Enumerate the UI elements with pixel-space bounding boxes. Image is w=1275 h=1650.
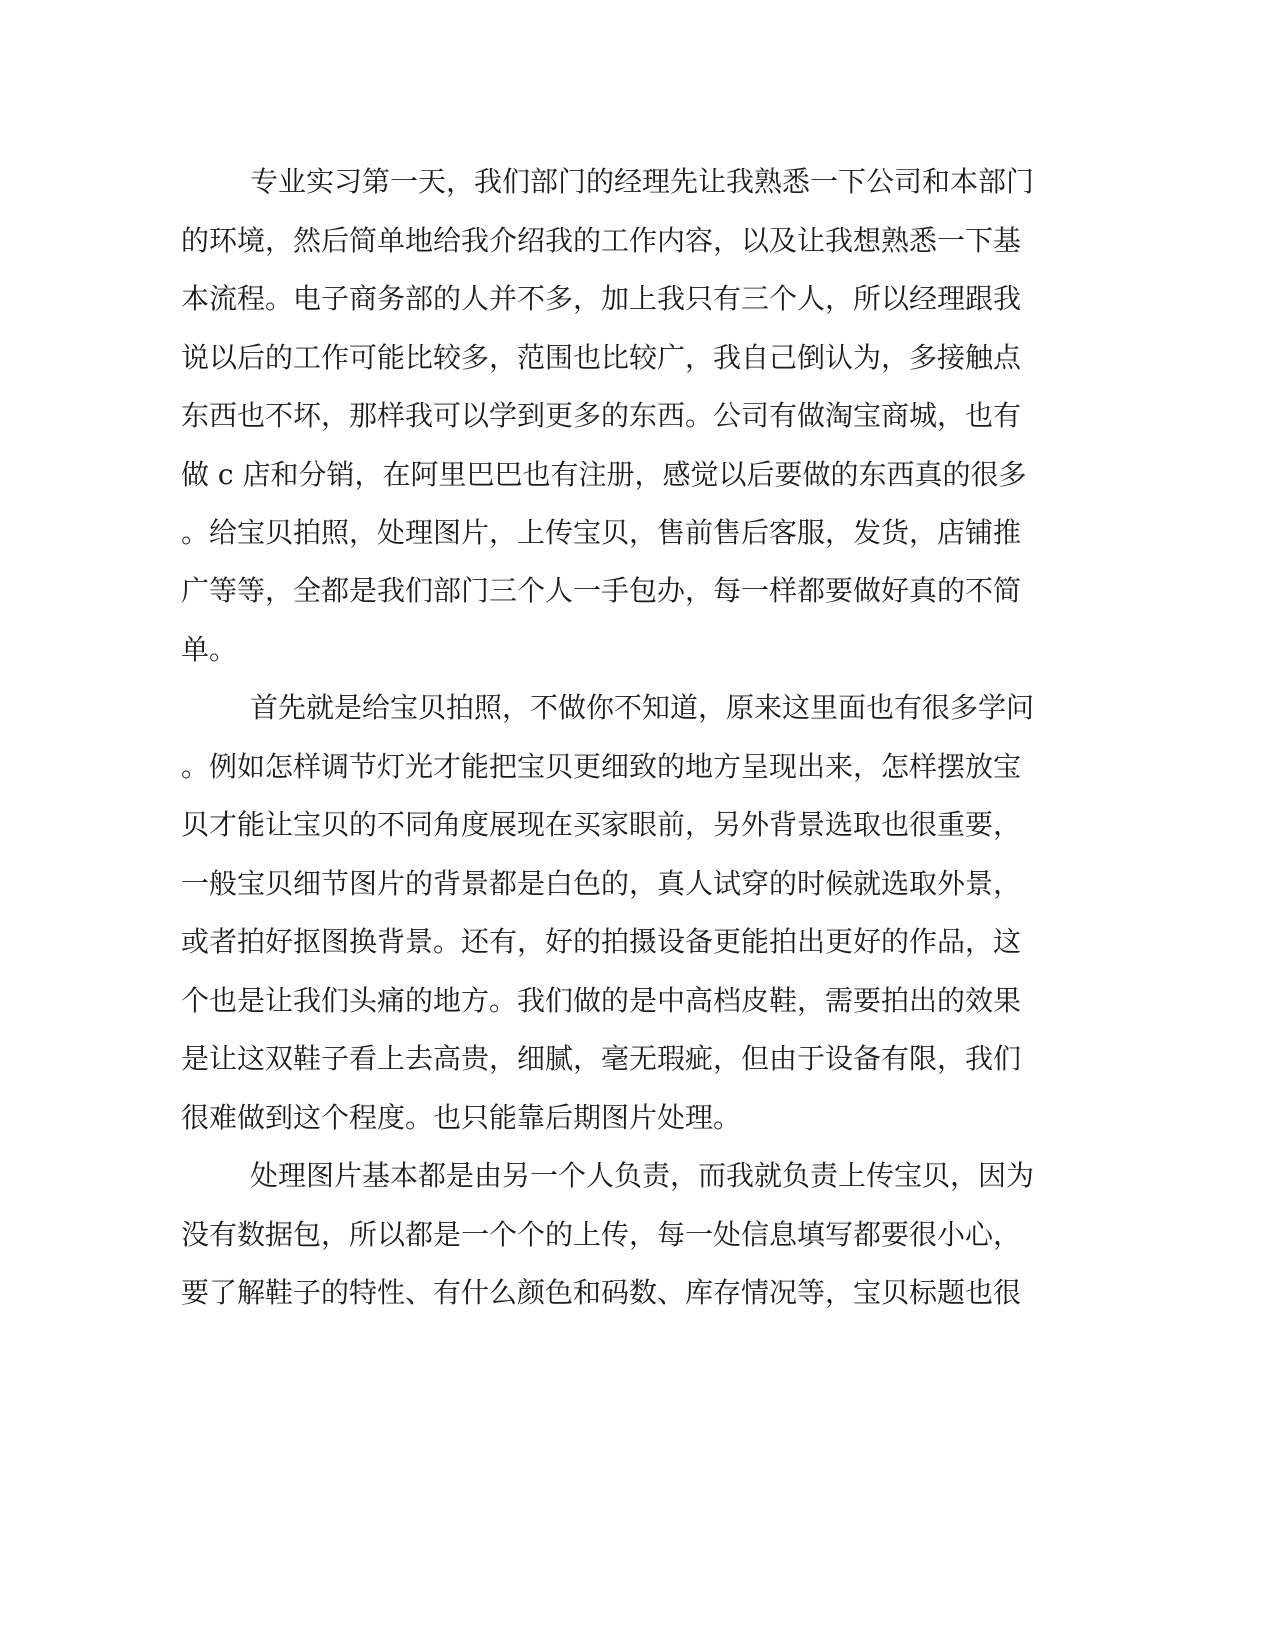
text-line: 或者拍好抠图换背景。还有，好的拍摄设备更能拍出更好的作品，这 bbox=[181, 925, 1022, 958]
text-line: 个也是让我们头痛的地方。我们做的是中高档皮鞋，需要拍出的效果 bbox=[181, 984, 1022, 1017]
text-line: 说以后的工作可能比较多，范围也比较广，我自己倒认为，多接触点 bbox=[181, 341, 1022, 374]
text-line: 一般宝贝细节图片的背景都是白色的，真人试穿的时候就选取外景， bbox=[181, 867, 1022, 900]
text-line: 首先就是给宝贝拍照，不做你不知道，原来这里面也有很多学问 bbox=[250, 691, 1035, 724]
text-line: 广等等，全都是我们部门三个人一手包办，每一样都要做好真的不简 bbox=[181, 574, 1022, 607]
text-line: 。给宝贝拍照，处理图片，上传宝贝，售前售后客服，发货，店铺推 bbox=[181, 516, 1022, 549]
text-line: 专业实习第一天，我们部门的经理先让我熟悉一下公司和本部门 bbox=[250, 165, 1035, 198]
text-line: 的环境，然后简单地给我介绍我的工作内容，以及让我想熟悉一下基 bbox=[181, 224, 1022, 257]
text-line: 是让这双鞋子看上去高贵，细腻，毫无瑕疵，但由于设备有限，我们 bbox=[181, 1042, 1022, 1075]
text-line: 单。 bbox=[181, 633, 238, 666]
text-line: 贝才能让宝贝的不同角度展现在买家眼前，另外背景选取也很重要， bbox=[181, 808, 1022, 841]
text-line: 做 c 店和分销，在阿里巴巴也有注册，感觉以后要做的东西真的很多 bbox=[181, 458, 1027, 491]
text-line: 本流程。电子商务部的人并不多，加上我只有三个人，所以经理跟我 bbox=[181, 282, 1022, 315]
text-line: 东西也不坏，那样我可以学到更多的东西。公司有做淘宝商城，也有 bbox=[181, 399, 1022, 432]
text-line: 要了解鞋子的特性、有什么颜色和码数、库存情况等，宝贝标题也很 bbox=[181, 1276, 1022, 1309]
text-line: 。例如怎样调节灯光才能把宝贝更细致的地方呈现出来，怎样摆放宝 bbox=[181, 750, 1022, 783]
text-line: 没有数据包，所以都是一个个的上传，每一处信息填写都要很小心， bbox=[181, 1218, 1022, 1251]
text-line: 很难做到这个程度。也只能靠后期图片处理。 bbox=[181, 1101, 742, 1134]
text-line: 处理图片基本都是由另一个人负责，而我就负责上传宝贝，因为 bbox=[250, 1159, 1035, 1192]
